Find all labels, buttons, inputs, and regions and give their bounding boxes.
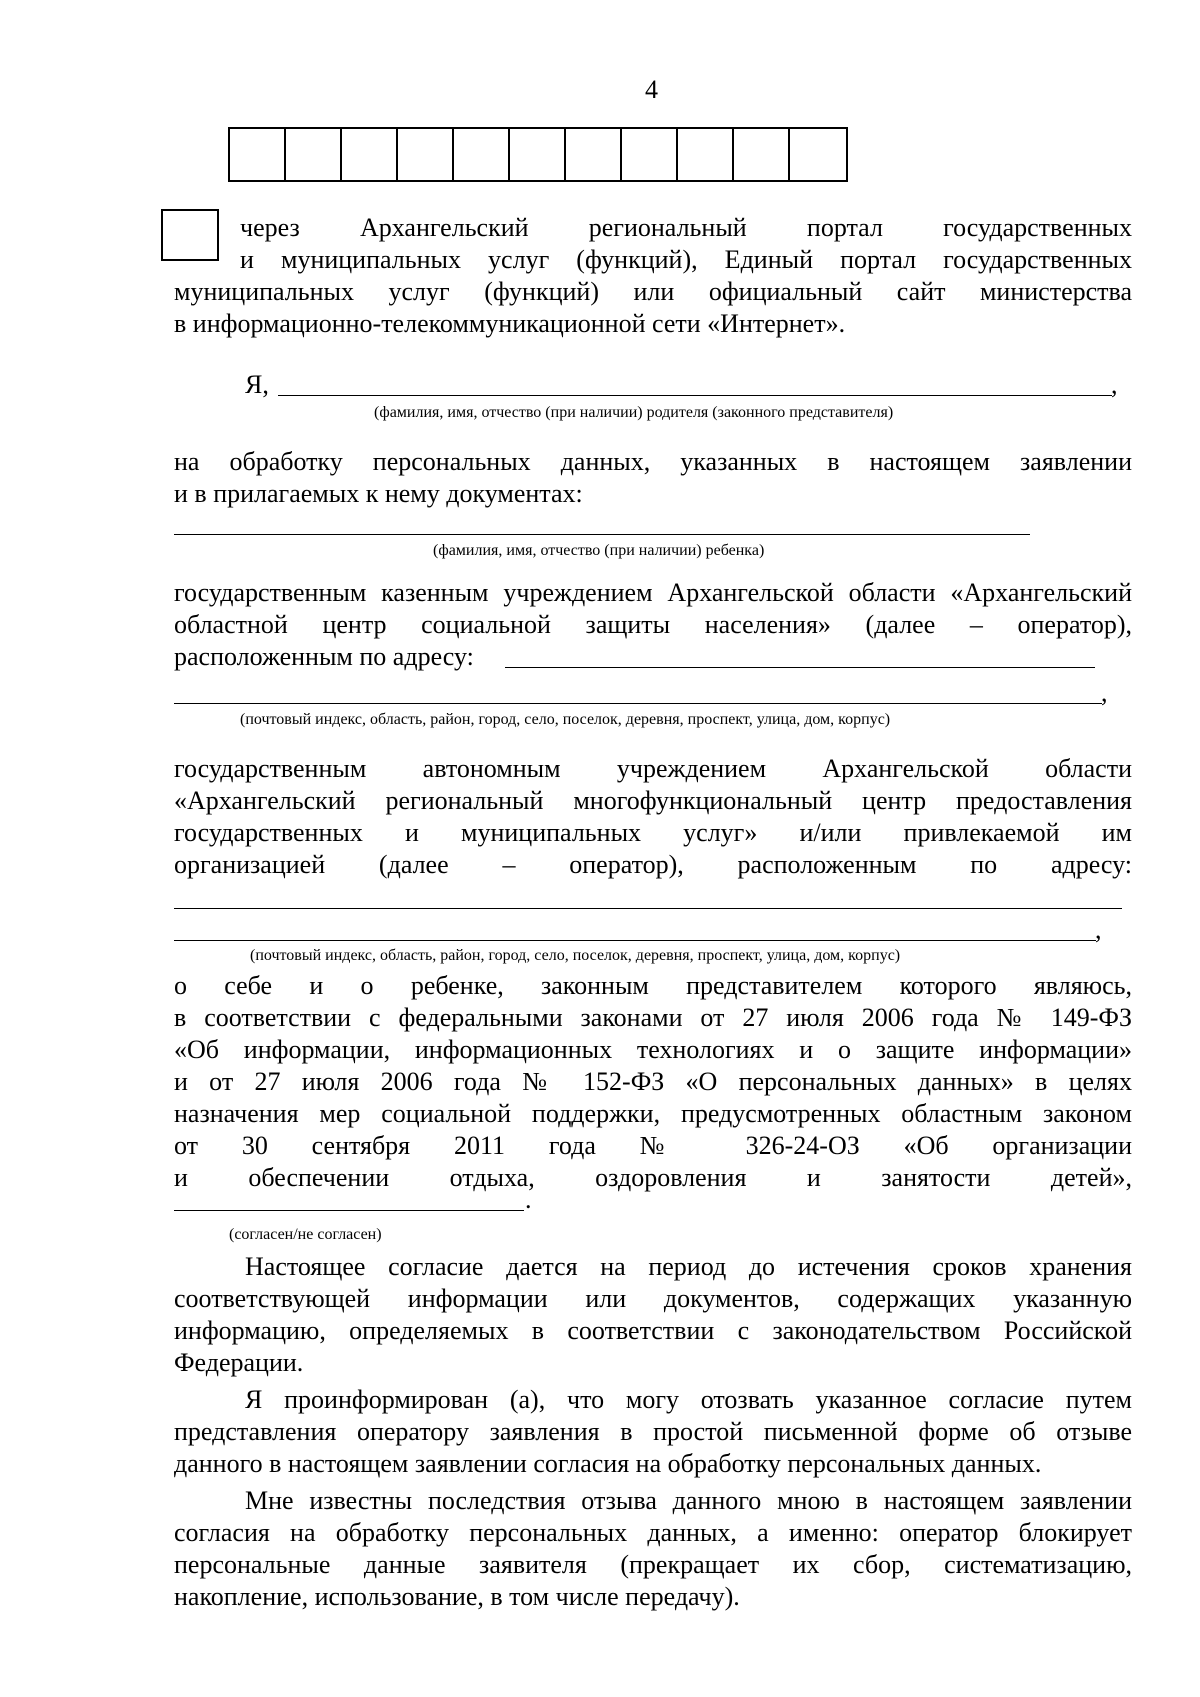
code-cell[interactable] bbox=[622, 129, 678, 180]
about-line1: о себе и о ребенке, законным представителем которого являюсь, bbox=[174, 971, 1132, 1000]
code-cell[interactable] bbox=[398, 129, 454, 180]
checkbox-label-line2: и муниципальных услуг (функций), Единый портал государственных bbox=[240, 245, 1132, 274]
paragraph3-line3: персональные данные заявителя (прекращает их сбор, систематизацию, bbox=[174, 1550, 1132, 1579]
code-cell[interactable] bbox=[286, 129, 342, 180]
period: . bbox=[525, 1185, 532, 1214]
operator2-line3: государственных и муниципальных услуг» и/или привлекаемой им bbox=[174, 818, 1132, 847]
about-line4: и от 27 июля 2006 года № 152-ФЗ «О персональных данных» в целях bbox=[174, 1067, 1132, 1096]
about-line6: от 30 сентября 2011 года № 326-24-ОЗ «Об организации bbox=[174, 1131, 1132, 1160]
operator1-line3: расположенным по адресу: bbox=[174, 642, 474, 671]
operator1-line2: областной центр социальной защиты населения» (далее – оператор), bbox=[174, 610, 1132, 639]
address-caption-2: (почтовый индекс, область, район, город, село, поселок, деревня, проспект, улица, дом, корпус) bbox=[250, 947, 901, 964]
parent-name-field[interactable] bbox=[278, 395, 1112, 396]
paragraph3-line1: Мне известны последствия отзыва данного мною в настоящем заявлении bbox=[245, 1486, 1132, 1515]
operator2-address-field-2[interactable] bbox=[174, 940, 1096, 941]
portal-checkbox[interactable] bbox=[161, 209, 219, 261]
paragraph1-line1: Настоящее согласие дается на период до истечения сроков хранения bbox=[245, 1252, 1132, 1281]
code-cell[interactable] bbox=[454, 129, 510, 180]
operator1-address-field[interactable] bbox=[505, 667, 1095, 668]
operator2-line4: организацией (далее – оператор), расположенным по адресу: bbox=[174, 850, 1132, 879]
child-name-field[interactable] bbox=[174, 534, 1030, 535]
code-cell[interactable] bbox=[566, 129, 622, 180]
code-cell[interactable] bbox=[678, 129, 734, 180]
child-caption: (фамилия, имя, отчество (при наличии) ребенка) bbox=[433, 542, 765, 559]
code-cell[interactable] bbox=[790, 129, 846, 180]
processing-line1: на обработку персональных данных, указанных в настоящем заявлении bbox=[174, 447, 1132, 476]
code-cell[interactable] bbox=[342, 129, 398, 180]
ya-label: Я, bbox=[245, 370, 269, 399]
comma: , bbox=[1095, 915, 1102, 944]
comma: , bbox=[1111, 370, 1118, 399]
paragraph3-line2: согласия на обработку персональных данных, а именно: оператор блокирует bbox=[174, 1518, 1132, 1547]
address-caption-1: (почтовый индекс, область, район, город, село, поселок, деревня, проспект, улица, дом, корпус) bbox=[240, 711, 891, 728]
paragraph1-line3: информацию, определяемых в соответствии с законодательством Российской bbox=[174, 1316, 1132, 1345]
paragraph3-line4: накопление, использование, в том числе передачу). bbox=[174, 1582, 740, 1611]
operator2-line1: государственным автономным учреждением Архангельской области bbox=[174, 754, 1132, 783]
code-cell[interactable] bbox=[734, 129, 790, 180]
about-line2: в соответствии с федеральными законами от 27 июля 2006 года № 149-ФЗ bbox=[174, 1003, 1132, 1032]
code-cells bbox=[228, 127, 848, 182]
parent-caption: (фамилия, имя, отчество (при наличии) родителя (законного представителя) bbox=[374, 404, 894, 421]
paragraph2-line2: представления оператору заявления в простой письменной форме об отзыве bbox=[174, 1417, 1132, 1446]
agree-field[interactable] bbox=[174, 1210, 524, 1211]
comma: , bbox=[1101, 678, 1108, 707]
checkbox-label-line4: в информационно-телекоммуникационной сети «Интернет». bbox=[174, 309, 846, 338]
checkbox-label-line1: через Архангельский региональный портал государственных bbox=[240, 213, 1132, 242]
operator1-line1: государственным казенным учреждением Архангельской области «Архангельский bbox=[174, 578, 1132, 607]
paragraph2-line1: Я проинформирован (а), что могу отозвать указанное согласие путем bbox=[245, 1385, 1132, 1414]
page-number: 4 bbox=[645, 75, 658, 104]
checkbox-label-line3: муниципальных услуг (функций) или официальный сайт министерства bbox=[174, 277, 1132, 306]
agree-caption: (согласен/не согласен) bbox=[229, 1226, 382, 1243]
code-cell[interactable] bbox=[230, 129, 286, 180]
paragraph1-line4: Федерации. bbox=[174, 1348, 304, 1377]
processing-line2: и в прилагаемых к нему документах: bbox=[174, 479, 583, 508]
about-line5: назначения мер социальной поддержки, предусмотренных областным законом bbox=[174, 1099, 1132, 1128]
paragraph1-line2: соответствующей информации или документов, содержащих указанную bbox=[174, 1284, 1132, 1313]
about-line7: и обеспечении отдыха, оздоровления и занятости детей», bbox=[174, 1163, 1132, 1192]
code-cell[interactable] bbox=[510, 129, 566, 180]
operator2-address-field[interactable] bbox=[174, 908, 1122, 909]
operator1-address-field-2[interactable] bbox=[174, 703, 1102, 704]
about-line3: «Об информации, информационных технологиях и о защите информации» bbox=[174, 1035, 1132, 1064]
operator2-line2: «Архангельский региональный многофункциональный центр предоставления bbox=[174, 786, 1132, 815]
paragraph2-line3: данного в настоящем заявлении согласия на обработку персональных данных. bbox=[174, 1449, 1042, 1478]
